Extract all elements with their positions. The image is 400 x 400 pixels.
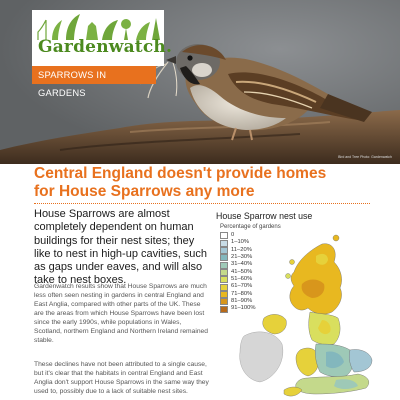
legend-label: 71–80%: [231, 290, 253, 297]
section-banner: SPARROWS IN GARDENS: [32, 66, 156, 84]
legend-label: 31–40%: [231, 261, 253, 268]
legend-label: 1–10%: [231, 239, 250, 246]
legend-label: 51–60%: [231, 276, 253, 283]
legend-swatch: [220, 284, 228, 291]
logo-text: Gardenwatch.: [38, 37, 173, 57]
legend-label: 0: [231, 232, 235, 238]
legend-label: 61–70%: [231, 283, 253, 290]
uk-nest-use-map: [236, 232, 400, 400]
body-paragraph-2: These declines have not been attributed to a single cause, but it's clear that the habitats in central England and East Anglia don't support House Sparrows in the same way they used to, possibly due to a lack of suitable nest sites.: [34, 361, 209, 396]
legend-swatch: [220, 298, 228, 305]
legend-label: 11–20%: [231, 246, 252, 253]
legend-swatch: [220, 232, 228, 239]
legend-swatch: [220, 276, 228, 283]
legend-swatch: [220, 254, 228, 261]
photo-credit: Bird and Tree Photo: Gardenwatch: [338, 155, 392, 159]
legend-title: Percentage of gardens: [220, 224, 281, 230]
garden-silhouette-logo-icon: [32, 10, 164, 40]
legend-swatch: [220, 262, 228, 269]
body-paragraph-1: Gardenwatch results show that House Sparrows are much less often seen nesting in gardens in central England and East Anglia, compared with other parts of the UK. These are the areas from which House Sparrows have been lost since the early 1990s, while populations in Wales, Scotland, northern England and Northern Ireland remained stable.: [34, 283, 208, 345]
headline-line-1: Central England doesn't provide homes: [34, 165, 327, 182]
intro-paragraph: House Sparrows are almost completely dependent on human buildings for their nest sites; they like to nest in high-up cavities, such as gaps under eaves, and will also take to nest boxes.: [34, 208, 208, 287]
headline: [34, 165, 374, 201]
legend-swatch: [220, 247, 228, 254]
legend-swatch: [220, 291, 228, 298]
gardenwatch-logo[interactable]: [32, 10, 173, 66]
legend-label: 81–90%: [231, 298, 253, 305]
divider: [34, 203, 370, 204]
legend-swatch: [220, 306, 228, 313]
headline-line-2: for House Sparrows any more: [34, 183, 255, 200]
legend-swatch: [220, 240, 228, 247]
map-title: House Sparrow nest use: [216, 211, 313, 221]
legend-swatch: [220, 269, 228, 276]
legend-label: 91–100%: [231, 305, 256, 312]
hero-photo: [0, 0, 400, 164]
legend-label: 21–30%: [231, 254, 253, 261]
legend-label: 41–50%: [231, 268, 253, 275]
